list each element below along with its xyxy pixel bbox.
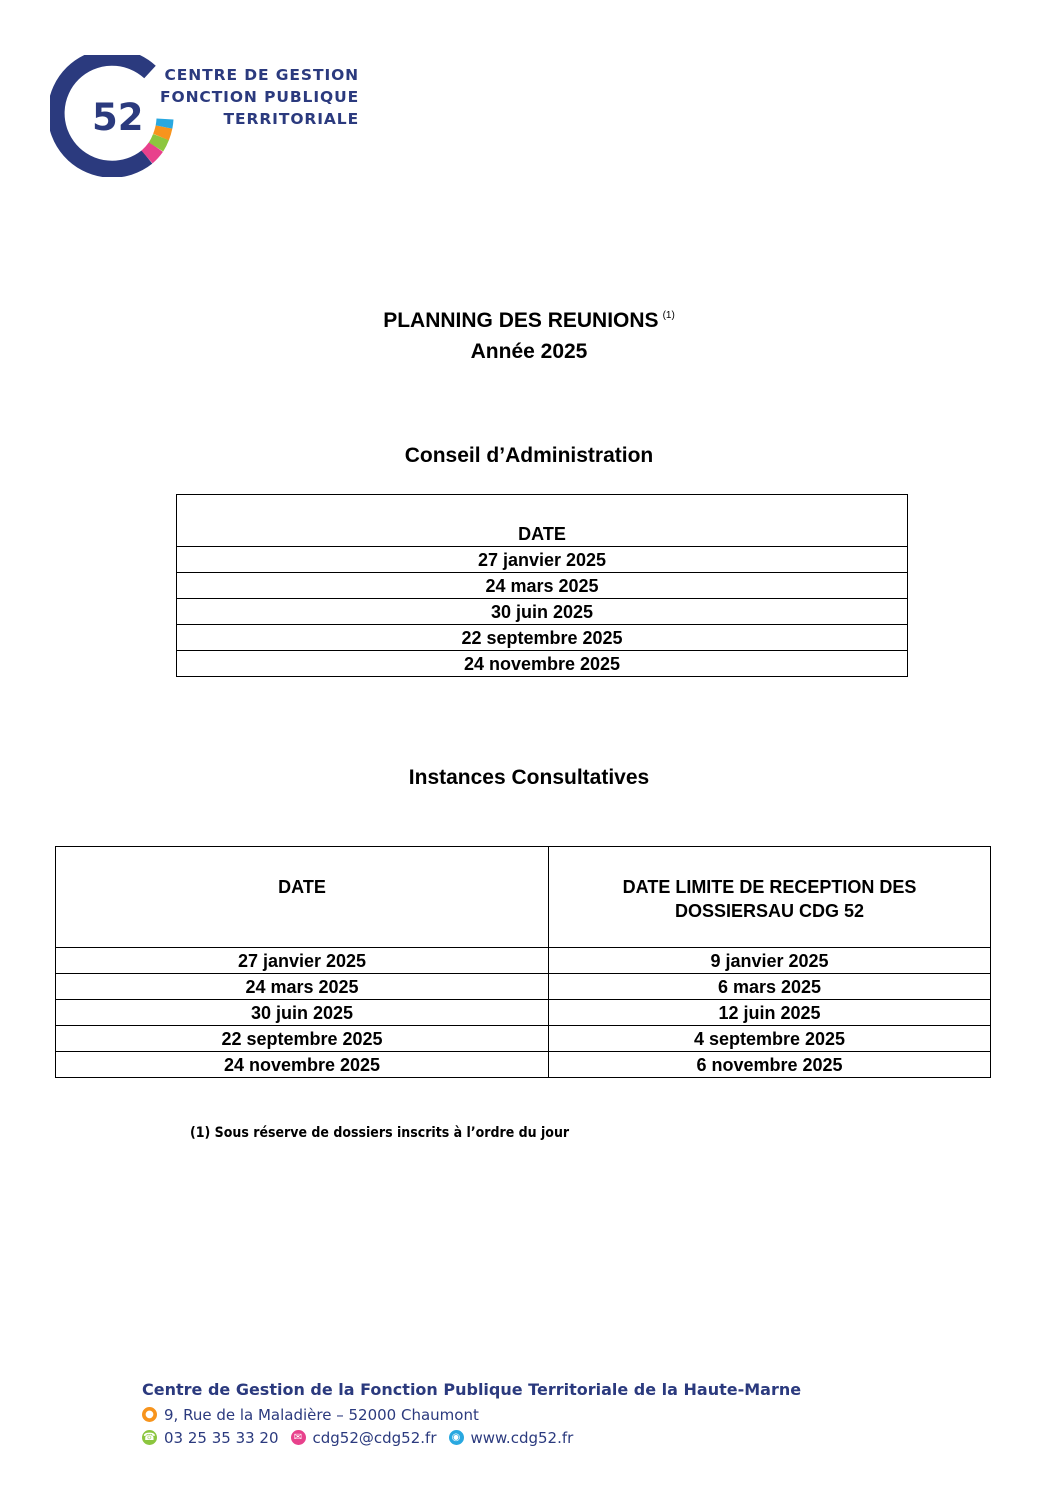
footer-phone: 03 25 35 33 20: [164, 1428, 279, 1447]
table-row: [56, 1052, 991, 1078]
footer-address: 9, Rue de la Maladière – 52000 Chaumont: [164, 1405, 479, 1424]
conseil-title: Conseil d’Administration: [404, 444, 654, 467]
table-row: [177, 651, 908, 677]
instances-limit: 6 novembre 2025: [549, 1052, 991, 1078]
conseil-date: 22 septembre 2025: [177, 625, 908, 651]
conseil-header-date: DATE: [177, 495, 908, 547]
table-row: [56, 974, 991, 1000]
org-line-3: TERRITORIALE: [223, 110, 360, 128]
footer-contact-line: [142, 1426, 801, 1449]
table-row: [177, 625, 908, 651]
footer-website[interactable]: www.cdg52.fr: [470, 1428, 574, 1447]
instances-table: [55, 846, 991, 1078]
title-year: Année 2025: [470, 340, 588, 363]
table-row: [56, 1000, 991, 1026]
instances-header-limit: [549, 847, 991, 948]
web-icon: ◉: [449, 1430, 464, 1445]
footer-email[interactable]: cdg52@cdg52.fr: [312, 1428, 437, 1447]
org-line-1: CENTRE DE GESTION: [164, 66, 360, 84]
conseil-date: 24 mars 2025: [177, 573, 908, 599]
conseil-date: 24 novembre 2025: [177, 651, 908, 677]
title-line-1: PLANNING DES REUNIONS: [383, 309, 659, 332]
footer-address-line: [142, 1403, 801, 1426]
header-limit-line-1: DATE LIMITE DE RECEPTION DES: [622, 877, 917, 897]
instances-limit: 12 juin 2025: [549, 1000, 991, 1026]
table-row: [177, 599, 908, 625]
conseil-table: [176, 494, 908, 677]
logo-number: 52: [92, 96, 144, 139]
table-row: [177, 573, 908, 599]
organization-name: [160, 64, 359, 130]
table-row: [56, 1026, 991, 1052]
instances-date: 22 septembre 2025: [56, 1026, 549, 1052]
org-line-2: FONCTION PUBLIQUE: [160, 88, 360, 106]
instances-date: 24 mars 2025: [56, 974, 549, 1000]
footnote: (1) Sous réserve de dossiers inscrits à l’ordre du jour: [190, 1125, 570, 1141]
instances-title: Instances Consultatives: [408, 766, 650, 789]
instances-date: 30 juin 2025: [56, 1000, 549, 1026]
phone-icon: ☎: [143, 1432, 156, 1443]
email-icon: ✉: [291, 1430, 306, 1445]
location-icon: ●: [142, 1407, 157, 1422]
conseil-date: 27 janvier 2025: [177, 547, 908, 573]
table-row: [56, 948, 991, 974]
conseil-date: 30 juin 2025: [177, 599, 908, 625]
instances-header-date: DATE: [56, 847, 549, 948]
table-row: [177, 547, 908, 573]
footer: [142, 1380, 801, 1449]
instances-date: 27 janvier 2025: [56, 948, 549, 974]
instances-limit: 6 mars 2025: [549, 974, 991, 1000]
footer-title: Centre de Gestion de la Fonction Publique Territoriale de la Haute-Marne: [142, 1380, 802, 1399]
page-title: [0, 300, 1058, 367]
footnote-ref: (1): [662, 310, 675, 321]
instances-limit: 4 septembre 2025: [549, 1026, 991, 1052]
instances-date: 24 novembre 2025: [56, 1052, 549, 1078]
header-limit-line-2: DOSSIERSAU CDG 52: [674, 901, 865, 921]
instances-limit: 9 janvier 2025: [549, 948, 991, 974]
